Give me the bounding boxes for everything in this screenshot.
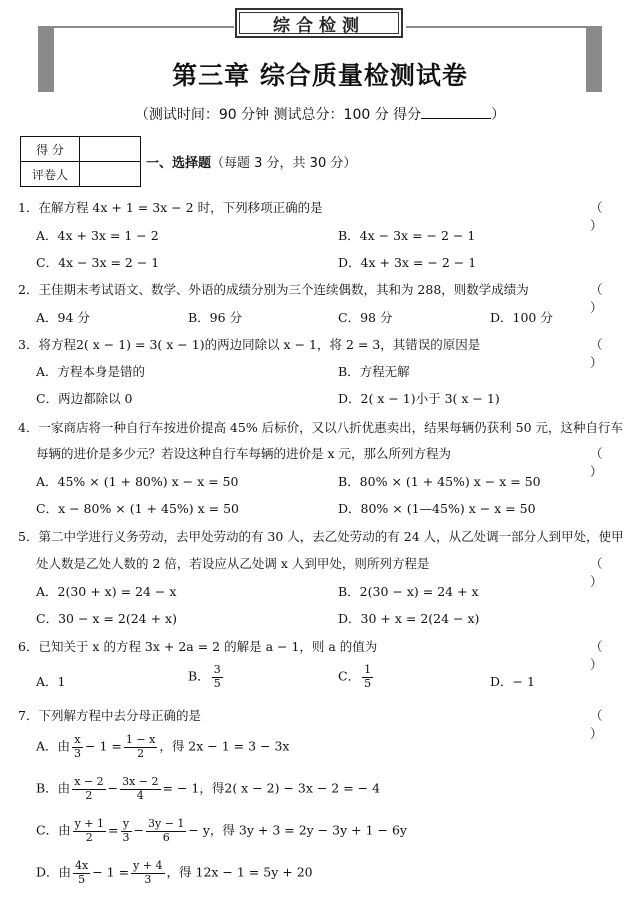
q2-option-a[interactable]: A．94 分 [36,310,90,325]
question-5-stem: 5．第二中学进行义务劳动，去甲处劳动的有 30 人，去乙处劳动的有 24 人，从乙处调一部分人到甲处，使甲 [18,529,624,544]
fraction [131,860,164,886]
frac-numerator: 3x − 2 [122,775,159,788]
frac-denominator: 5 [213,676,221,690]
q1-option-b[interactable]: B．4x − 3x = − 2 − 1 [338,228,476,243]
opt-operator: = [108,822,119,838]
q1-option-a[interactable]: A．4x + 3x = 1 − 2 [36,228,159,243]
section-note: （每题 3 分，共 30 分） [211,156,357,171]
grader-label: 评卷人 [21,162,80,187]
frac-numerator: x − 2 [74,775,104,788]
fraction [121,818,132,844]
q2-option-c[interactable]: C．98 分 [338,310,393,325]
frac-denominator: 6 [162,830,170,844]
fraction [124,734,157,760]
question-5-stem-cont: 处人数是乙处人数的 2 倍，若设应从乙处调 x 人到甲处，则所列方程是 [36,556,430,571]
q5-option-b[interactable]: B．2(30 − x) = 24 + x [338,584,479,599]
q6-option-c[interactable] [338,664,375,690]
fraction [146,818,186,844]
answer-paren-3[interactable]: （ ） [590,337,625,370]
q3-option-a[interactable]: A．方程本身是错的 [36,364,146,379]
frac-numerator: 3 [213,663,221,676]
q6-option-b-label: B． [188,668,210,684]
q7-option-b[interactable] [36,776,380,802]
score-cell[interactable] [80,137,141,162]
frac-denominator: 5 [78,872,86,886]
fraction [73,860,90,886]
q6-option-a[interactable]: A．1 [36,674,66,689]
frac-numerator: x [72,734,83,748]
q7-option-c[interactable] [36,818,407,844]
opt-prefix: A．由 [36,738,71,754]
q5-option-c[interactable]: C．30 − x = 2(24 + x) [36,611,177,626]
section-title: 一、选择题 [146,156,212,171]
frac-numerator: y [121,818,132,832]
opt-operator: − 1 = [85,738,122,754]
opt-prefix: B．由 [36,780,71,796]
frac-denominator: 5 [364,676,372,690]
answer-paren-2[interactable]: （ ） [590,282,625,315]
question-4-stem: 4．一家商店将一种自行车按进价提高 45% 后标价，又以八折优惠卖出，结果每辆仍获利 50 元，这种自行车 [18,420,624,435]
q5-option-a[interactable]: A．2(30 + x) = 24 − x [36,584,177,599]
opt-operator: − 1 = [92,864,130,880]
score-blank[interactable] [421,106,491,119]
exam-info-close: ） [491,107,506,123]
frac-denominator: 3 [122,830,130,844]
frac-numerator: y + 4 [133,859,163,872]
frac-numerator: 1 [364,663,372,676]
q7-option-d[interactable] [36,860,313,886]
question-3-stem: 3．将方程2( x − 1) = 3( x − 1)的两边同除以 x − 1，将 2 = 3，其错误的原因是 [18,337,481,352]
q3-option-b[interactable]: B．方程无解 [338,364,410,379]
answer-paren-1[interactable]: （ ） [590,200,625,233]
q2-option-b[interactable]: B．96 分 [188,310,243,325]
frac-denominator: 3 [144,872,152,886]
badge-label: 综合检测 [273,15,365,36]
frac-denominator: 2 [85,788,93,802]
opt-result: ，得 12x − 1 = 5y + 20 [166,864,313,880]
question-2-stem: 2．王佳期末考试语文、数学、外语的成绩分别为三个连续偶数，其和为 288，则数学成绩为 [18,282,529,297]
frac-numerator: y + 1 [74,817,105,830]
frac-denominator: 2 [137,746,145,760]
q6-option-c-fraction [362,664,373,690]
question-7-stem: 7．下列解方程中去分母正确的是 [18,708,201,723]
fraction [73,818,106,844]
grader-cell[interactable] [80,162,141,187]
question-1-stem: 1．在解方程 4x + 1 = 3x − 2 时，下列移项正确的是 [18,200,323,215]
frac-numerator: 1 − x [125,733,156,746]
exam-info-text: （测试时间：90 分钟 测试总分：100 分 得分 [134,107,422,123]
question-4-stem-cont: 每辆的进价是多少元？若设这种自行车每辆的进价是 x 元，那么所列方程为 [36,446,451,461]
q1-option-c[interactable]: C．4x − 3x = 2 − 1 [36,255,160,270]
q6-option-b[interactable] [188,664,225,690]
q5-option-d[interactable]: D．30 + x = 2(24 − x) [338,611,480,626]
opt-result: ，得 2x − 1 = 3 − 3x [159,738,290,754]
opt-prefix: D．由 [36,864,72,880]
section-badge [235,8,403,38]
q6-option-c-label: C． [338,668,361,684]
opt-operator: − [133,822,144,838]
q4-option-c[interactable]: C．x − 80% × (1 + 45%) x = 50 [36,501,239,516]
q7-option-a[interactable] [36,734,289,760]
page-title: 第三章 综合质量检测试卷 [172,61,468,90]
exam-info [0,104,640,124]
opt-operator: − [107,780,119,796]
frac-numerator: 3y − 1 [147,817,185,830]
frac-numerator: 4x [75,859,89,872]
q6-option-d[interactable]: D．− 1 [490,674,535,689]
fraction [72,734,83,760]
q1-option-d[interactable]: D．4x + 3x = − 2 − 1 [338,255,477,270]
q4-option-a[interactable]: A．45% × (1 + 80%) x − x = 50 [36,474,239,489]
q4-option-d[interactable]: D．80% × (1—45%) x − x = 50 [338,501,536,516]
q4-option-b[interactable]: B．80% × (1 + 45%) x − x = 50 [338,474,541,489]
section-heading [146,152,356,171]
fraction [72,776,105,802]
fraction [120,776,160,802]
frac-denominator: 2 [85,830,93,844]
q3-option-c[interactable]: C．两边都除以 0 [36,391,133,406]
banner-left-line [54,26,234,28]
answer-paren-4[interactable]: （ ） [590,446,625,479]
score-table [20,136,141,187]
question-6-stem: 6．已知关于 x 的方程 3x + 2a = 2 的解是 a − 1，则 a 的值为 [18,639,378,654]
score-label: 得 分 [21,137,80,162]
frac-denominator: 3 [74,746,82,760]
frac-denominator: 4 [136,788,144,802]
opt-result: − y，得 3y + 3 = 2y − 3y + 1 − 6y [188,822,407,838]
opt-result: = − 1，得2( x − 2) − 3x − 2 = − 4 [162,780,381,796]
q3-option-d[interactable]: D．2( x − 1)小于 3( x − 1) [338,391,500,406]
answer-paren-7[interactable]: （ ） [590,708,625,741]
q6-option-b-fraction [212,664,223,690]
banner-right-line [406,26,586,28]
answer-paren-6[interactable]: （ ） [590,639,625,672]
opt-prefix: C．由 [36,822,71,838]
q2-option-d[interactable]: D．100 分 [490,310,553,325]
answer-paren-5[interactable]: （ ） [590,556,625,589]
